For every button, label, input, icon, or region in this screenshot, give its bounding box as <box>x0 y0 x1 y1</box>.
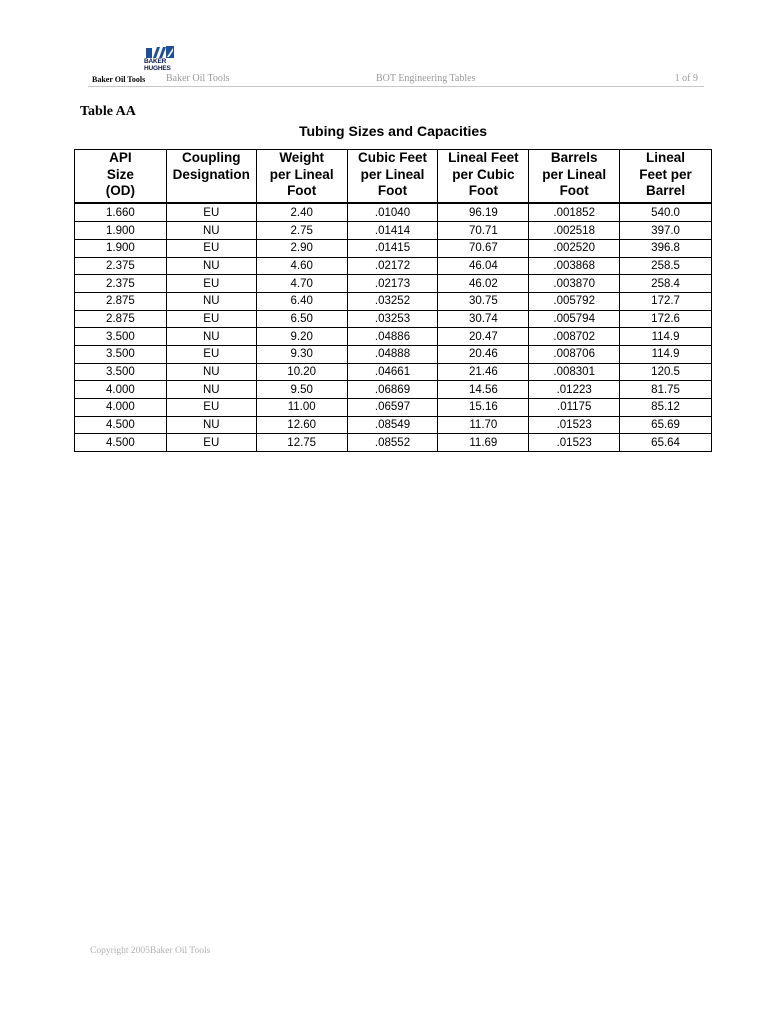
table-row <box>75 239 712 257</box>
cell-lineal-feet-per-barrel: 65.69 <box>620 416 712 434</box>
cell-weight: 2.40 <box>256 203 347 222</box>
cell-api-size: 3.500 <box>75 328 167 346</box>
cell-weight: 2.75 <box>256 222 347 240</box>
table-row <box>75 328 712 346</box>
cell-barrels-per-foot: .001852 <box>529 203 620 222</box>
cell-weight: 2.90 <box>256 239 347 257</box>
tubing-capacity-table <box>74 149 712 452</box>
cell-cubic-feet-per-foot: .03253 <box>347 310 438 328</box>
cell-lineal-feet-per-cubic-foot: 46.02 <box>438 275 529 293</box>
cell-weight: 10.20 <box>256 363 347 381</box>
header-company: Baker Oil Tools <box>166 73 230 84</box>
cell-cubic-feet-per-foot: .08549 <box>347 416 438 434</box>
cell-coupling: NU <box>166 328 256 346</box>
cell-coupling: EU <box>166 203 256 222</box>
cell-weight: 9.50 <box>256 381 347 399</box>
header-line: Feet per <box>639 166 692 182</box>
header-line: API <box>109 150 132 165</box>
header-line: Lineal Feet <box>448 150 519 165</box>
cell-lineal-feet-per-cubic-foot: 14.56 <box>438 381 529 399</box>
cell-weight: 9.20 <box>256 328 347 346</box>
table-row <box>75 257 712 275</box>
cell-barrels-per-foot: .01523 <box>529 416 620 434</box>
header-cell-barrels-per-lineal-foot <box>529 150 620 203</box>
table-row <box>75 363 712 381</box>
cell-lineal-feet-per-cubic-foot: 20.47 <box>438 328 529 346</box>
cell-lineal-feet-per-barrel: 397.0 <box>620 222 712 240</box>
header-line: Foot <box>559 183 589 198</box>
cell-cubic-feet-per-foot: .04886 <box>347 328 438 346</box>
cell-lineal-feet-per-cubic-foot: 11.69 <box>438 434 529 452</box>
header-line: per Lineal <box>269 166 334 182</box>
cell-coupling: NU <box>166 363 256 381</box>
cell-api-size: 4.500 <box>75 416 167 434</box>
header-line: Size <box>106 166 134 182</box>
header-row <box>75 150 712 203</box>
cell-lineal-feet-per-cubic-foot: 96.19 <box>438 203 529 222</box>
table-label: Table AA <box>80 104 136 119</box>
cell-cubic-feet-per-foot: .01415 <box>347 239 438 257</box>
logo-text-hughes: HUGHES <box>144 65 171 72</box>
cell-lineal-feet-per-cubic-foot: 30.74 <box>438 310 529 328</box>
cell-cubic-feet-per-foot: .06597 <box>347 399 438 417</box>
cell-coupling: EU <box>166 346 256 364</box>
cell-weight: 9.30 <box>256 346 347 364</box>
cell-barrels-per-foot: .01175 <box>529 399 620 417</box>
cell-lineal-feet-per-cubic-foot: 11.70 <box>438 416 529 434</box>
header-line: per Lineal <box>360 166 425 182</box>
logo-mark-icon <box>146 46 174 58</box>
cell-cubic-feet-per-foot: .03252 <box>347 292 438 310</box>
header-line: per Lineal <box>542 166 607 182</box>
cell-lineal-feet-per-cubic-foot: 70.67 <box>438 239 529 257</box>
cell-weight: 4.60 <box>256 257 347 275</box>
cell-lineal-feet-per-cubic-foot: 15.16 <box>438 399 529 417</box>
cell-lineal-feet-per-barrel: 172.7 <box>620 292 712 310</box>
table-row <box>75 310 712 328</box>
cell-cubic-feet-per-foot: .04888 <box>347 346 438 364</box>
cell-weight: 12.75 <box>256 434 347 452</box>
table-row <box>75 416 712 434</box>
header-cell-cubic-feet-per-lineal-foot <box>347 150 438 203</box>
cell-cubic-feet-per-foot: .04661 <box>347 363 438 381</box>
cell-barrels-per-foot: .008702 <box>529 328 620 346</box>
cell-coupling: EU <box>166 275 256 293</box>
table-body <box>75 203 712 452</box>
cell-weight: 6.40 <box>256 292 347 310</box>
cell-cubic-feet-per-foot: .02172 <box>347 257 438 275</box>
cell-coupling: EU <box>166 399 256 417</box>
cell-lineal-feet-per-barrel: 396.8 <box>620 239 712 257</box>
logo-caption: Baker Oil Tools <box>92 75 146 84</box>
header-line: Foot <box>468 183 498 198</box>
cell-lineal-feet-per-barrel: 85.12 <box>620 399 712 417</box>
cell-lineal-feet-per-barrel: 258.5 <box>620 257 712 275</box>
header-cell-api-size <box>75 150 167 203</box>
header-cell-lineal-feet-per-cubic-foot <box>438 150 529 203</box>
header-cell-coupling-designation <box>166 150 256 203</box>
cell-lineal-feet-per-barrel: 172.6 <box>620 310 712 328</box>
cell-barrels-per-foot: .005794 <box>529 310 620 328</box>
table-row <box>75 381 712 399</box>
cell-cubic-feet-per-foot: .01414 <box>347 222 438 240</box>
cell-barrels-per-foot: .01523 <box>529 434 620 452</box>
cell-weight: 11.00 <box>256 399 347 417</box>
cell-coupling: EU <box>166 434 256 452</box>
cell-api-size: 1.900 <box>75 239 167 257</box>
cell-coupling: NU <box>166 381 256 399</box>
header-title: BOT Engineering Tables <box>376 73 476 84</box>
cell-barrels-per-foot: .003868 <box>529 257 620 275</box>
table-row <box>75 292 712 310</box>
cell-api-size: 4.000 <box>75 381 167 399</box>
cell-lineal-feet-per-barrel: 65.64 <box>620 434 712 452</box>
cell-coupling: NU <box>166 416 256 434</box>
header-line: per Cubic <box>452 166 515 182</box>
table-row <box>75 275 712 293</box>
cell-barrels-per-foot: .002518 <box>529 222 620 240</box>
cell-api-size: 4.000 <box>75 399 167 417</box>
cell-cubic-feet-per-foot: .08552 <box>347 434 438 452</box>
cell-lineal-feet-per-cubic-foot: 20.46 <box>438 346 529 364</box>
header-line: Coupling <box>182 150 241 165</box>
cell-coupling: NU <box>166 222 256 240</box>
page-header <box>88 44 704 88</box>
header-line: Barrel <box>646 183 686 198</box>
header-line: Foot <box>377 183 408 198</box>
header-line: (OD) <box>105 183 136 198</box>
cell-lineal-feet-per-cubic-foot: 21.46 <box>438 363 529 381</box>
cell-barrels-per-foot: .005792 <box>529 292 620 310</box>
cell-api-size: 2.875 <box>75 310 167 328</box>
cell-lineal-feet-per-barrel: 120.5 <box>620 363 712 381</box>
cell-barrels-per-foot: .01223 <box>529 381 620 399</box>
copyright-footer: Copyright 2005Baker Oil Tools <box>90 946 211 956</box>
cell-api-size: 2.875 <box>75 292 167 310</box>
cell-api-size: 3.500 <box>75 346 167 364</box>
cell-api-size: 1.660 <box>75 203 167 222</box>
table-row <box>75 346 712 364</box>
cell-coupling: EU <box>166 310 256 328</box>
cell-lineal-feet-per-barrel: 540.0 <box>620 203 712 222</box>
cell-api-size: 3.500 <box>75 363 167 381</box>
cell-weight: 12.60 <box>256 416 347 434</box>
cell-cubic-feet-per-foot: .02173 <box>347 275 438 293</box>
cell-cubic-feet-per-foot: .06869 <box>347 381 438 399</box>
cell-api-size: 2.375 <box>75 275 167 293</box>
cell-barrels-per-foot: .008706 <box>529 346 620 364</box>
header-cell-weight-per-lineal-foot <box>256 150 347 203</box>
table-title: Tubing Sizes and Capacities <box>298 123 487 139</box>
cell-lineal-feet-per-cubic-foot: 46.04 <box>438 257 529 275</box>
cell-lineal-feet-per-cubic-foot: 30.75 <box>438 292 529 310</box>
table-row <box>75 399 712 417</box>
cell-barrels-per-foot: .008301 <box>529 363 620 381</box>
cell-lineal-feet-per-barrel: 114.9 <box>620 346 712 364</box>
cell-barrels-per-foot: .002520 <box>529 239 620 257</box>
cell-coupling: EU <box>166 239 256 257</box>
header-line: Weight <box>279 150 325 165</box>
table-header <box>75 150 712 203</box>
header-divider <box>88 86 704 87</box>
cell-barrels-per-foot: .003870 <box>529 275 620 293</box>
cell-coupling: NU <box>166 292 256 310</box>
cell-weight: 6.50 <box>256 310 347 328</box>
header-line: Designation <box>172 166 250 182</box>
cell-lineal-feet-per-barrel: 81.75 <box>620 381 712 399</box>
table-row <box>75 434 712 452</box>
cell-lineal-feet-per-cubic-foot: 70.71 <box>438 222 529 240</box>
cell-weight: 4.70 <box>256 275 347 293</box>
header-line: Barrels <box>550 150 598 165</box>
table-row <box>75 222 712 240</box>
page-number: 1 of 9 <box>674 73 698 84</box>
header-line: Foot <box>287 183 317 198</box>
baker-hughes-logo <box>144 46 178 74</box>
cell-api-size: 1.900 <box>75 222 167 240</box>
cell-api-size: 4.500 <box>75 434 167 452</box>
logo-text-baker: BAKER <box>144 58 167 65</box>
cell-cubic-feet-per-foot: .01040 <box>347 203 438 222</box>
cell-coupling: NU <box>166 257 256 275</box>
cell-lineal-feet-per-barrel: 114.9 <box>620 328 712 346</box>
header-cell-lineal-feet-per-barrel <box>620 150 712 203</box>
header-line: Lineal <box>646 150 686 165</box>
cell-api-size: 2.375 <box>75 257 167 275</box>
cell-lineal-feet-per-barrel: 258.4 <box>620 275 712 293</box>
header-line: Cubic Feet <box>358 150 428 165</box>
table-row <box>75 203 712 222</box>
